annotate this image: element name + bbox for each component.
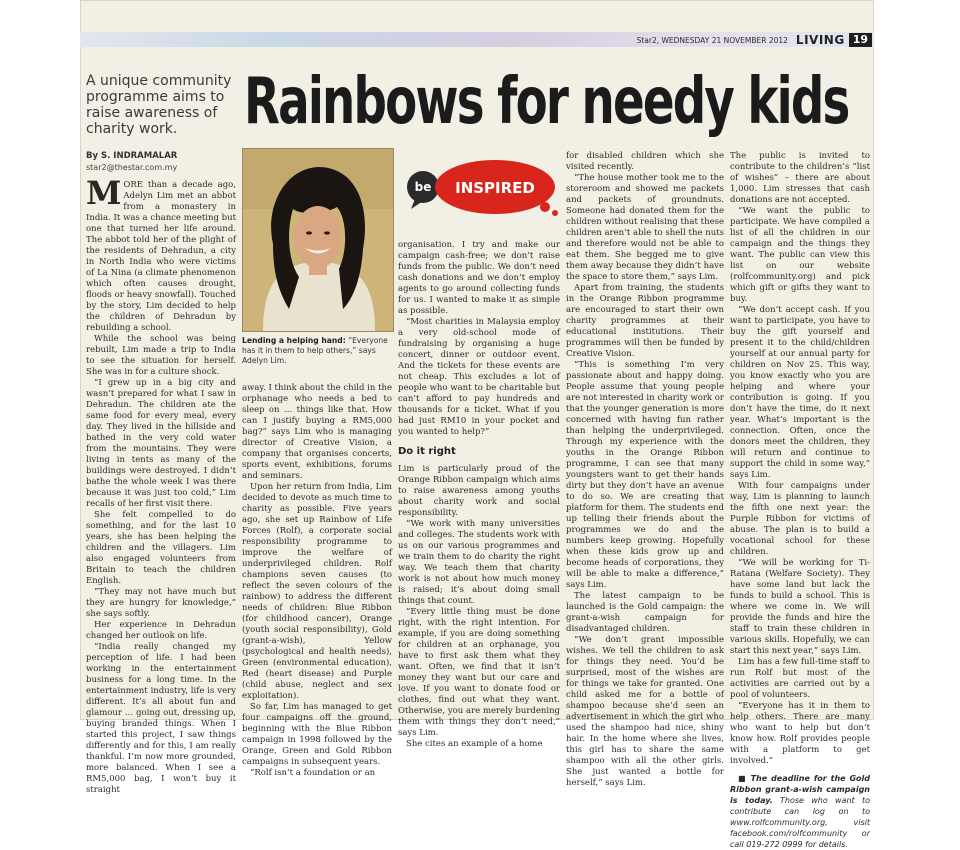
paragraph: “The house mother took me to the storeroom and showed me packets and packets of groundnuts. Someone had donated them for the children without realising that these children aren’t able to shell the nuts and therefore would not be able to eat them. She begged me to give them away because they didn’t have the space to store them,” says Lim. (566, 173, 724, 282)
paragraph: So far, Lim has managed to get four campaigns off the ground, beginning with the Blue Ribbon campaign in 1998 followed by the Orange, Green and Gold Ribbon campaigns in subsequent years. (242, 702, 392, 767)
paragraph: Her experience in Dehradun changed her outlook on life. (86, 620, 236, 641)
paragraph: “We work with many universities and colleges. The students work with us on our various programmes and we train them to do charity the right way. We teach them that charity work is not about how much money is raised; it’s about doing small things that count. (398, 519, 560, 606)
page-number: 19 (849, 33, 872, 47)
paragraph: Upon her return from India, Lim decided to devote as much time to charity as possible. Five years ago, she set up Rainbow of Life Forces (Rolf), a corporate social responsibility programme to improve the welfare of underprivileged children. Rolf champions seven causes (to reflect the seven colours of the rainbow) to address the different needs of children: Blue Ribbon (for childhood cancer), Orange (youth social responsibility), Gold (grant-a-wish), Yellow (psychological and health needs), Green (environmental education), Red (heart disease) and Purple (child abuse, neglect and sex exploitation). (242, 482, 392, 701)
gold-ribbon-note (730, 773, 870, 850)
portrait-illustration (243, 149, 393, 331)
paragraph: The latest campaign to be launched is the Gold campaign: the grant-a-wish campaign for disadvantaged children. (566, 591, 724, 634)
article-column-5 (730, 151, 870, 849)
paragraph: Apart from training, the students in the Orange Ribbon programme are encouraged to start their own charity programmes at their educational institutions. Their programmes will then be funded by Creative Vision. (566, 283, 724, 359)
caption-lead: Lending a helping hand: (242, 336, 346, 345)
paragraph: “We don’t grant impossible wishes. We tell the children to ask for things they need. You’d be surprised, most of the wishes are for things we take for granted. One child asked me for a bottle of shampoo because she’d seen an advertisement in which the girl who used the shampoo had nice, shiny hair. In the home where she lives, this girl has to share the same shampoo with all the other girls. She just wanted a bottle for herself,” says Lim. (566, 635, 724, 788)
article-column-1 (86, 174, 236, 795)
paragraph: for disabled children which she visited recently. (566, 151, 724, 172)
paragraph: “We will be working for Ti-Ratana (Welfare Society). They have some land but lack the funds to build a school. This is where we come in. We will provide the funds and hire the staff to train these children in various skills. Hopefully, we can start this next year,” says Lim. (730, 558, 870, 656)
section-name: LIVING (795, 33, 845, 47)
article-column-4 (566, 151, 724, 788)
byline: By S. INDRAMALAR (86, 151, 178, 161)
paragraph: away. I think about the child in the orphanage who needs a bed to sleep on … things like that. How can I justify buying a RM5,000 bag?” says Lim who is managing director of Creative Vision, a company that organises concerts, sports event, exhibitions, forums and seminars. (242, 383, 392, 481)
paragraph-text: ORE than a decade ago, Adelyn Lim met an abbot from a monastery in India. It was a chance meeting but one that turned her life around. The abbot told her of the plight of the residents of Dehradun, a city in North India who were victims of La Nina (a climate phenomenon which often causes drought, floods or heavy snowfall). Touched by the story, Lim decided to help the children of Dehradun by rebuilding a school. (86, 180, 236, 333)
paragraph: “Every little thing must be done right, with the right intention. For example, if you are doing something for children at an orphanage, you have to first ask them what they want. Often, we find that it isn’t money they want but our care and love. If you want to donate food or clothes, find out what they want. Otherwise, you are merely burdening them with things they don’t need,” says Lim. (398, 607, 560, 738)
paragraph: “This is something I’m very passionate about and happy doing. People assume that young people are not interested in charity work or that the younger generation is more concerned with having fun rather than helping the underprivileged. Through my experience with the youths in the Orange Ribbon programme, I can see that many youngsters want to get their hands dirty but they don’t have an avenue to do so. We are creating that platform for them. The students end up telling their friends about the programmes we do and the numbers keep growing. Hopefully when these kids grow up and become heads of corporations, they will be able to make a difference,” says Lim. (566, 360, 724, 590)
paragraph: “We don’t accept cash. If you want to participate, you have to buy the gift yourself and present it to the child/children yourself at our annual party for children on Nov 25. This way, you know exactly who you are helping and where your contribution is going. If you don’t have the time, do it next year. What’s important is the connection. Often, once the donors meet the children, they will return and continue to support the child in some way,” says Lim. (730, 305, 870, 480)
gold-note-lead: ■ The deadline for the Gold Ribbon grant-a-wish campaign is today. (730, 774, 870, 805)
page-date: Star2, WEDNESDAY 21 NOVEMBER 2012 (636, 35, 788, 45)
paragraph: Lim has a few full-time staff to run Rolf but most of the activities are carried out by a pool of volunteers. (730, 657, 870, 700)
gold-note-details: Those who want to contribute can log on to www.rolfcommunity.org, visit facebook.com/rolfcommunity or call 019-272 0999 for details. (730, 796, 870, 849)
subheading-do-it-right: Do it right (398, 446, 456, 457)
paragraph: organisation. I try and make our campaign cash-free; we don’t raise funds from the public. We don’t need cash donations and we don’t employ agents to go around collecting funds for us. I wanted to make it as simple as possible. (398, 240, 560, 316)
paragraph: She cites an example of a home (406, 739, 543, 749)
newspaper-page (80, 0, 874, 849)
author-email: star2@thestar.com.my (86, 163, 178, 172)
paragraph: “We want the public to participate. We have compiled a list of all the children in our campaign and the things they want. The public can view this list on our website (rolfcommunity.org) and pick which gift or gifts they want to buy. (730, 206, 870, 304)
article-column-2 (242, 383, 392, 778)
paragraph: She felt compelled to do something, and for the last 10 years, she has been helping the children and the villagers. Lim also engaged volunteers from Britain to teach the children English. (86, 510, 236, 586)
article-column-3 (398, 240, 560, 749)
paragraph: The public is invited to contribute to the children’s “list of wishes” – there are about 1,000. Lim stresses that cash donations are not accepted. (730, 151, 870, 205)
paragraph: “India really changed my perception of life. I had been working in the entertainment business for a long time. In the entertainment industry, life is very different. It’s all about fun and glamour … going out, dressing up, buying branded things. When I started this project, I saw things differently and for this, I am really thankful. I’m now more grounded, more balanced. When I see a RM5,000 bag, I won’t buy it straight (86, 642, 236, 795)
photo-caption (242, 336, 392, 366)
article-deck: A unique community programme aims to raise awareness of charity work. (86, 73, 232, 137)
caption-text: “Everyone has it in them to help others,” says Adelyn Lim. (242, 336, 388, 365)
paragraph: “Rolf isn’t a foundation or an (250, 768, 376, 778)
badge-be-text: be (414, 180, 432, 194)
paragraph: “Most charities in Malaysia employ a very old-school mode of fundraising by organising a huge concert, dinner or outdoor event. And the tickets for these events are not cheap. This excludes a lot of people who want to be charitable but can’t afford to pay hundreds and thousands for a ticket. What if you had just RM10 in your pocket and you wanted to help?” (398, 317, 560, 437)
article-headline: Rainbows for needy kids (244, 65, 849, 139)
badge-inspired-text: INSPIRED (455, 179, 535, 197)
paragraph (86, 174, 236, 334)
be-inspired-badge (405, 155, 565, 219)
portrait-photo (242, 148, 394, 332)
drop-cap: M (86, 174, 122, 212)
badge-graphic (405, 155, 565, 219)
paragraph: With four campaigns under way, Lim is planning to launch the fifth one next year: the Purple Ribbon for victims of abuse. The plan is to build a vocational school for these children. (730, 481, 870, 557)
masthead (637, 33, 872, 47)
paragraph: “I grew up in a big city and wasn’t prepared for what I saw in Dehradun. The children ate the same food for every meal, every day. They lived in the hillside and bathed in the very cold water from the mountains. They were living in tents as many of the buildings were destroyed. I didn’t bathe the whole week I was there because it was just too cold,” Lim recalls of her first visit there. (86, 378, 236, 509)
paragraph: “They may not have much but they are hungry for knowledge,” she says softly. (86, 587, 236, 619)
paragraph: Lim is particularly proud of the Orange Ribbon campaign which aims to raise awareness among youths about charity work and social responsibility. (398, 464, 560, 518)
paragraph: “Everyone has it in them to help others. There are many who want to help but don’t know how. Rolf provides people with a platform to get involved.” (730, 701, 870, 766)
paragraph: While the school was being rebuilt, Lim made a trip to India to see the situation for herself. She was in for a culture shock. (86, 334, 236, 377)
